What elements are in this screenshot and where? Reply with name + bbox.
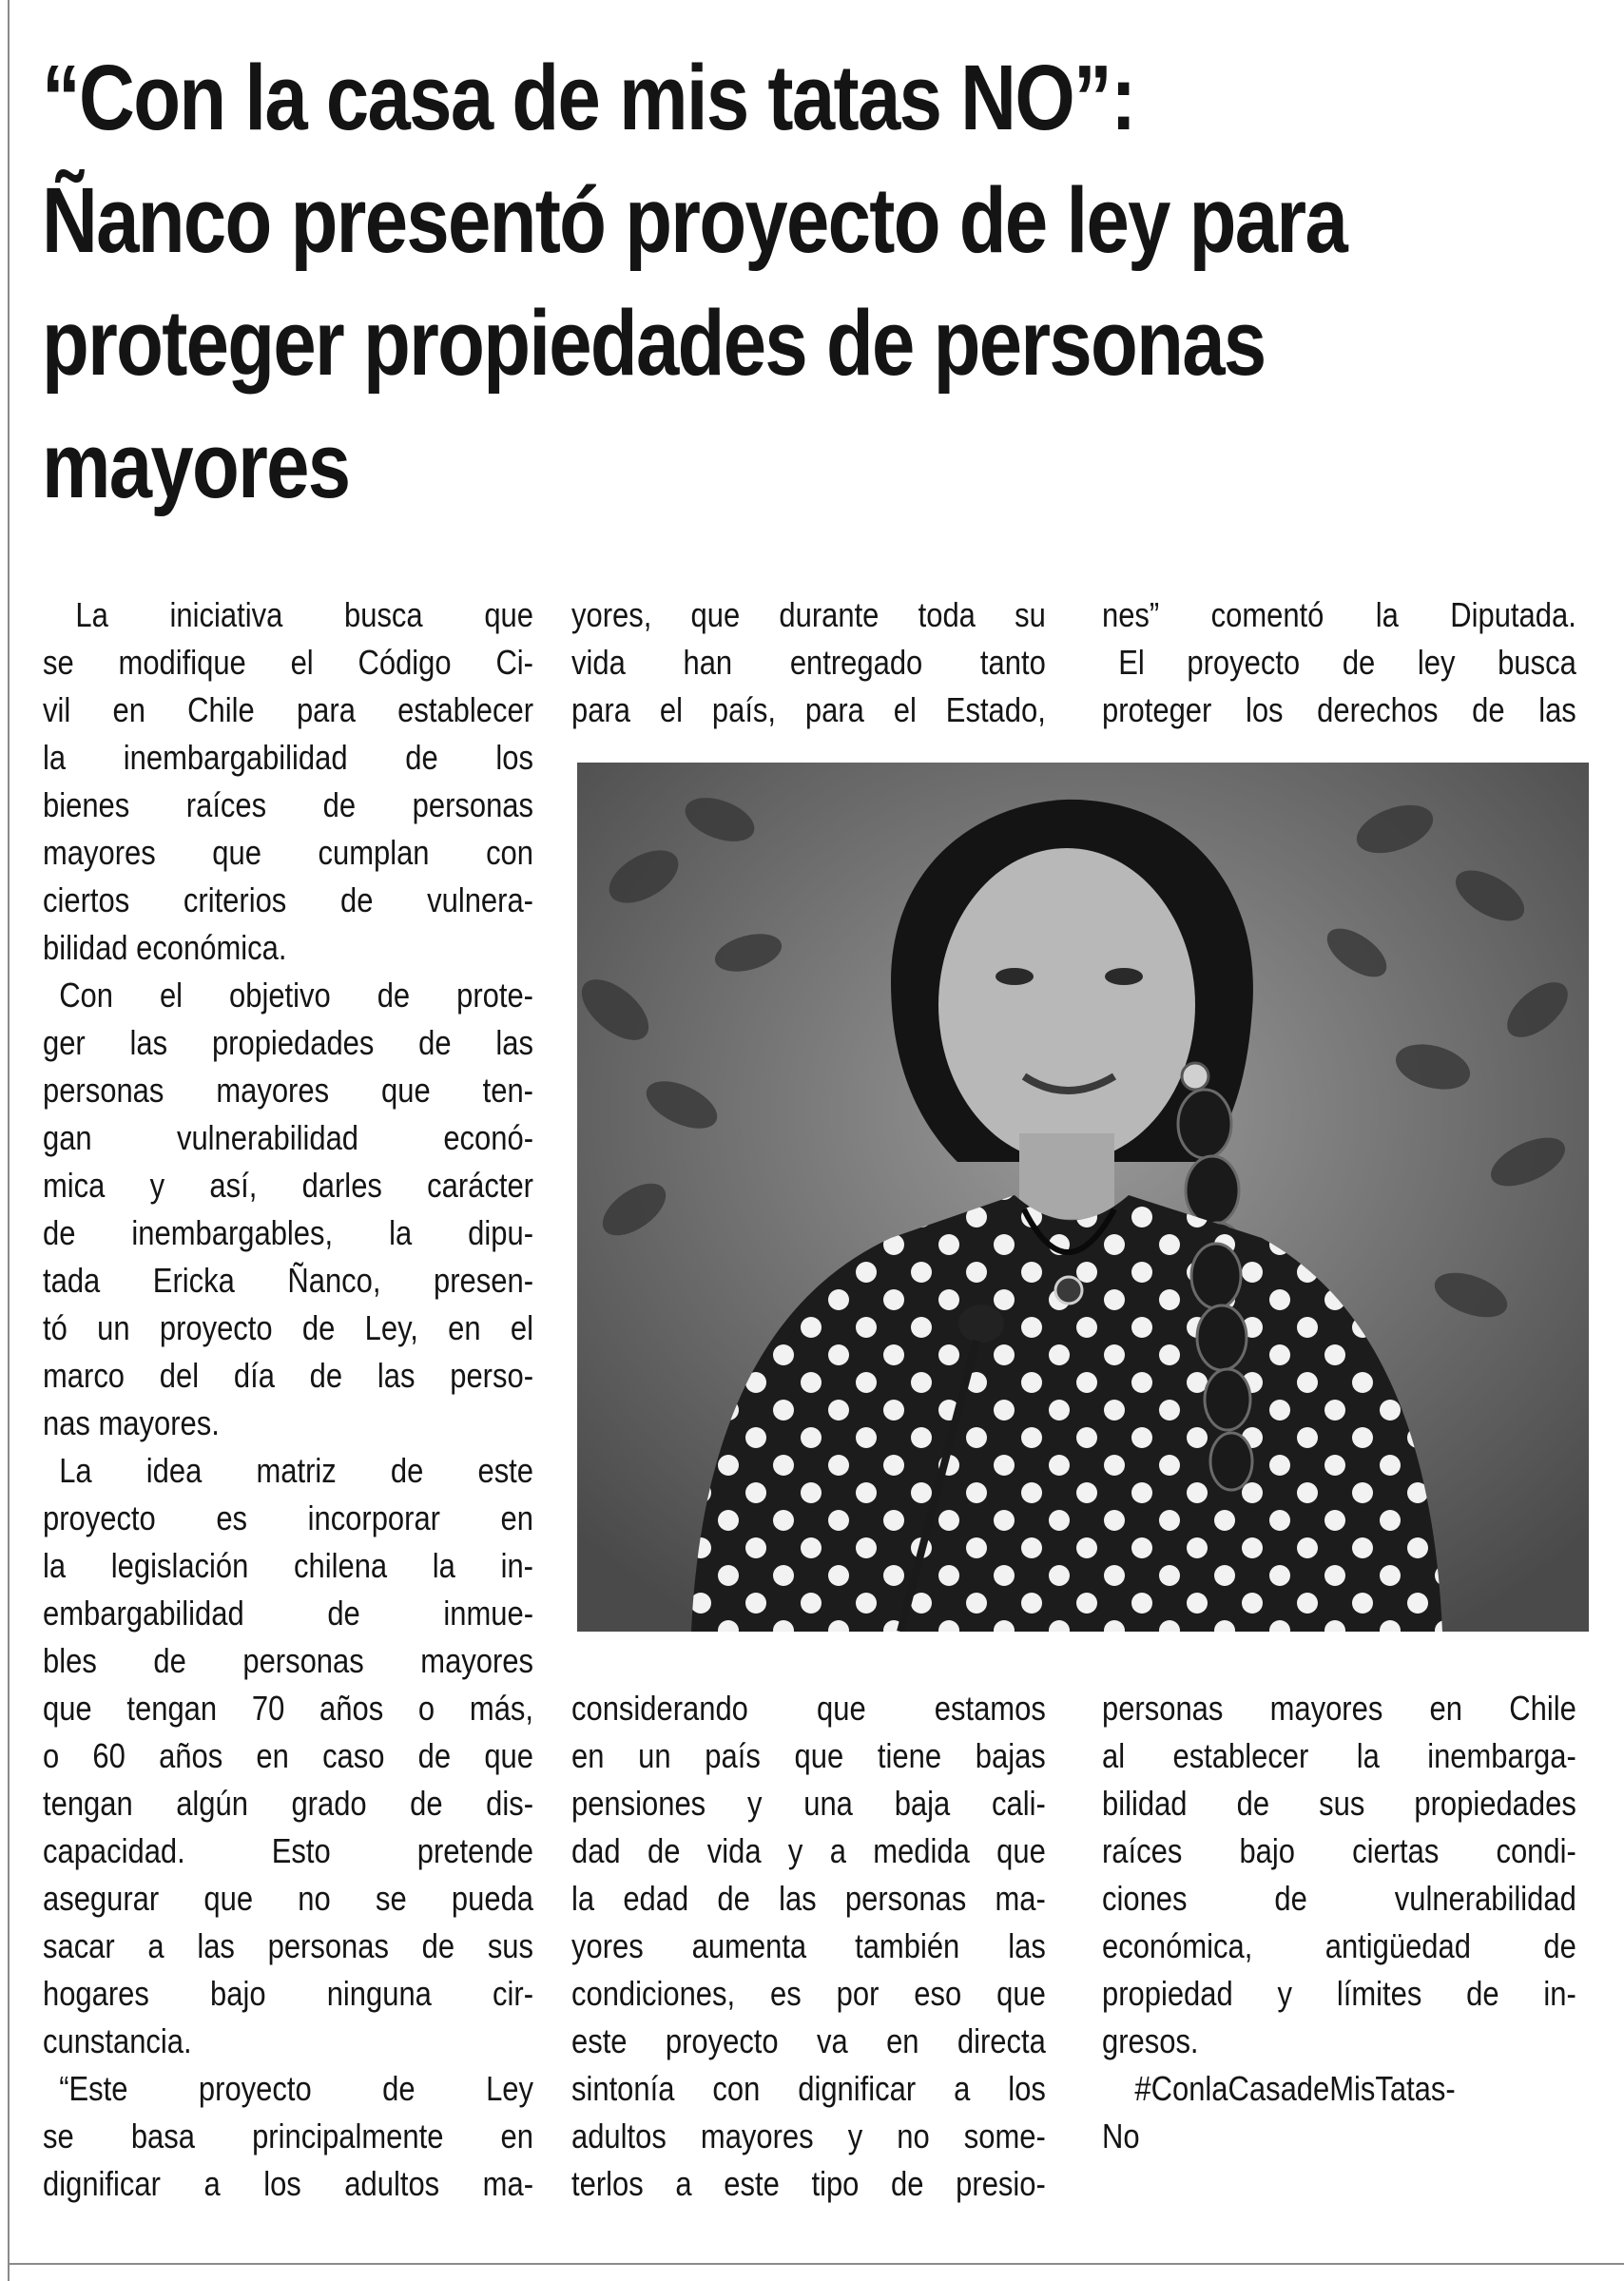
body-line: de inembargables, la dipu- <box>43 1213 533 1252</box>
body-line: Con el objetivo de prote- <box>59 976 533 1015</box>
headline <box>42 36 1352 527</box>
article-photo <box>577 763 1589 1632</box>
body-line: tengan algún grado de dis- <box>43 1784 533 1823</box>
body-line: La iniciativa busca que <box>75 595 534 634</box>
photo-woman-speaking-illustration <box>577 763 1589 1632</box>
body-line: capacidad. Esto pretende <box>43 1831 533 1870</box>
body-line: personas mayores que ten- <box>43 1071 533 1110</box>
body-line: yores aumenta también las <box>571 1926 1046 1965</box>
body-line: se modifique el Código Ci- <box>43 643 533 682</box>
body-line: mica y así, darles carácter <box>43 1166 533 1205</box>
body-line: en un país que tiene bajas <box>571 1736 1046 1775</box>
body-line: que tengan 70 años o más, <box>43 1689 533 1728</box>
body-line: bilidad de sus propiedades <box>1102 1784 1576 1823</box>
body-line: la edad de las personas ma- <box>571 1879 1046 1918</box>
body-line: El proyecto de ley busca <box>1118 643 1576 682</box>
left-column-rule <box>8 0 10 2281</box>
body-line: personas mayores en Chile <box>1102 1689 1576 1728</box>
body-line: mayores que cumplan con <box>43 833 533 872</box>
body-line: tó un proyecto de Ley, en el <box>43 1308 533 1347</box>
body-line: propiedad y límites de in- <box>1102 1974 1576 2013</box>
body-line: gan vulnerabilidad econó- <box>43 1118 533 1157</box>
body-line: nas mayores. <box>43 1403 220 1442</box>
body-line: ciones de vulnerabilidad <box>1102 1879 1576 1918</box>
body-line: nes” comentó la Diputada. <box>1102 595 1576 634</box>
body-line: terlos a este tipo de presio- <box>571 2164 1046 2203</box>
body-line: vil en Chile para establecer <box>43 690 533 729</box>
body-line: “Este proyecto de Ley <box>59 2069 533 2108</box>
body-line: sintonía con dignificar a los <box>571 2069 1046 2108</box>
body-line: adultos mayores y no some- <box>571 2117 1046 2155</box>
headline-line: proteger propiedades de personas <box>42 291 1266 395</box>
body-line: yores, que durante toda su <box>571 595 1046 634</box>
body-column-1 <box>43 591 533 2208</box>
body-line: marco del día de las perso- <box>43 1356 533 1395</box>
body-column-3-top <box>1102 591 1576 734</box>
body-line: pensiones y una baja cali- <box>571 1784 1046 1823</box>
hashtag-line: No <box>1102 2117 1140 2155</box>
headline-line: Ñanco presentó proyecto de ley para <box>42 168 1347 272</box>
body-line: bienes raíces de personas <box>43 785 533 824</box>
body-line: o 60 años en caso de que <box>43 1736 533 1775</box>
body-line: proteger los derechos de las <box>1102 690 1576 729</box>
body-column-2-top <box>571 591 1046 734</box>
body-line: al establecer la inembarga- <box>1102 1736 1576 1775</box>
body-line: asegurar que no se pueda <box>43 1879 533 1918</box>
body-line: condiciones, es por eso que <box>571 1974 1046 2013</box>
body-line: dad de vida y a medida que <box>571 1831 1046 1870</box>
body-line: ciertos criterios de vulnera- <box>43 880 533 919</box>
body-line: gresos. <box>1102 2021 1199 2060</box>
body-line: este proyecto va en directa <box>571 2021 1046 2060</box>
body-line: dignificar a los adultos ma- <box>43 2164 533 2203</box>
bottom-rule <box>10 2263 1624 2265</box>
body-line: se basa principalmente en <box>43 2117 533 2155</box>
body-line: proyecto es incorporar en <box>43 1498 533 1537</box>
body-line: sacar a las personas de sus <box>43 1926 533 1965</box>
body-line: raíces bajo ciertas condi- <box>1102 1831 1576 1870</box>
body-line: económica, antigüedad de <box>1102 1926 1576 1965</box>
body-line: tada Ericka Ñanco, presen- <box>43 1261 533 1300</box>
headline-line: “Con la casa de mis tatas NO”: <box>42 46 1135 149</box>
body-line: La idea matriz de este <box>59 1451 533 1490</box>
body-line: la legislación chilena la in- <box>43 1546 533 1585</box>
body-line: bles de personas mayores <box>43 1641 533 1680</box>
body-line: embargabilidad de inmue- <box>43 1594 533 1633</box>
body-line: vida han entregado tanto <box>571 643 1046 682</box>
body-line: la inembargabilidad de los <box>43 738 533 777</box>
body-line: ger las propiedades de las <box>43 1023 533 1062</box>
body-line: cunstancia. <box>43 2021 192 2060</box>
body-line: bilidad económica. <box>43 928 287 967</box>
body-line: para el país, para el Estado, <box>571 690 1046 729</box>
body-column-3-bottom <box>1102 1685 1576 2160</box>
body-line: hogares bajo ninguna cir- <box>43 1974 533 2013</box>
headline-line: mayores <box>42 414 350 517</box>
body-line: considerando que estamos <box>571 1689 1046 1728</box>
body-column-2-bottom <box>571 1685 1046 2208</box>
hashtag-line: #ConlaCasadeMisTatas- <box>1134 2069 1456 2108</box>
